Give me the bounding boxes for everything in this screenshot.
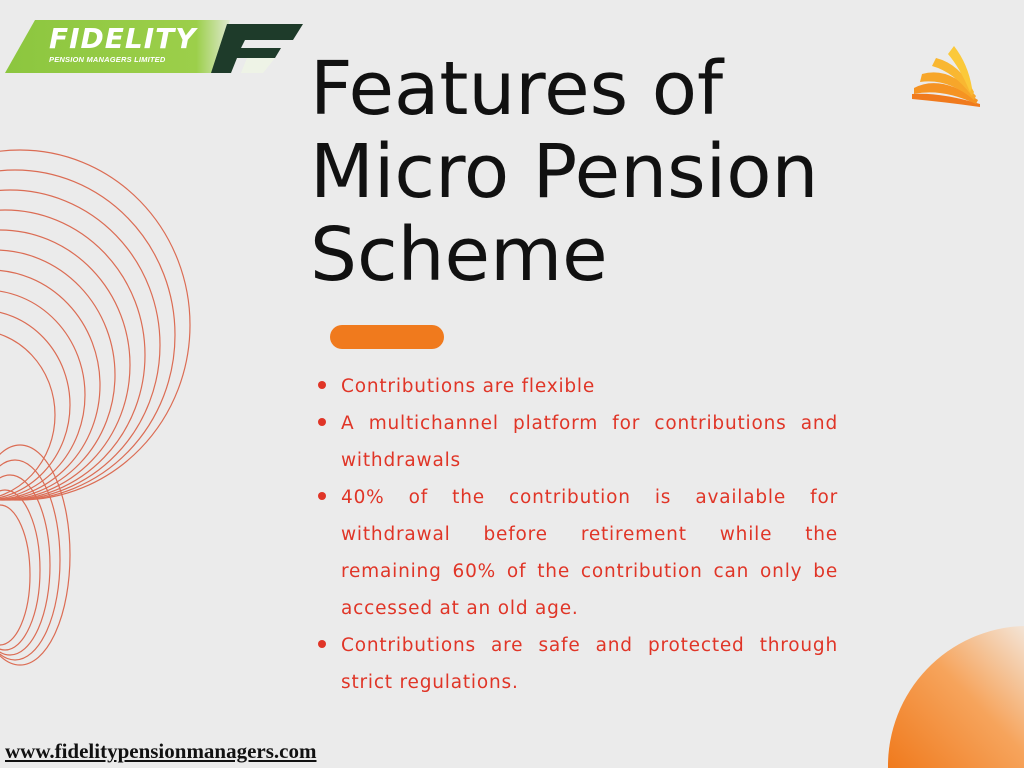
spiral-graphic: [0, 135, 200, 695]
feature-text: A multichannel platform for contributions and withdrawals: [341, 413, 838, 471]
bullet-icon: [318, 418, 326, 426]
feature-text: Contributions are safe and protected through strict regulations.: [341, 635, 838, 693]
bullet-icon: [318, 640, 326, 648]
list-item: [318, 368, 838, 405]
website-link[interactable]: www.fidelitypensionmanagers.com: [5, 739, 317, 763]
feature-list: [318, 368, 838, 701]
accent-bar: [330, 325, 444, 349]
title-line-2: Micro Pension: [310, 129, 819, 215]
logo-name: FIDELITY: [49, 22, 197, 55]
title-line-1: Features of: [310, 46, 724, 132]
bullet-icon: [318, 492, 326, 500]
list-item: [318, 627, 838, 701]
orange-quarter-circle: [886, 624, 1024, 768]
bullet-icon: [318, 381, 326, 389]
feature-text: 40% of the contribution is available for withdrawal before retirement while the remaining 60% of the contribution can only be accessed at an old age.: [341, 487, 838, 619]
fan-icon: [910, 44, 984, 108]
title-line-3: Scheme: [310, 212, 608, 298]
page-title: [310, 48, 818, 297]
list-item: [318, 479, 838, 627]
feature-text: Contributions are flexible: [341, 376, 596, 397]
logo-subtitle: PENSION MANAGERS LIMITED: [49, 55, 166, 64]
fidelity-logo: [5, 18, 305, 76]
list-item: [318, 405, 838, 479]
